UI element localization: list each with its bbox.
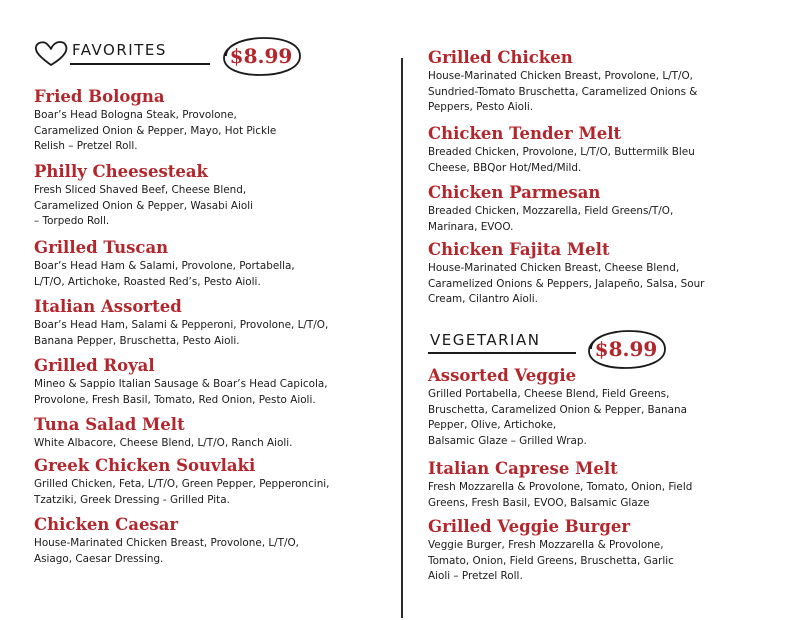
menu-item — [428, 240, 704, 308]
item-name: Grilled Chicken — [428, 48, 573, 67]
menu-item — [34, 456, 329, 508]
favorites-underline — [70, 63, 210, 65]
item-description: Boar’s Head Ham & Salami, Provolone, Portabella, L/T/O, Artichoke, Roasted Red’s, Pesto Aioli. — [34, 260, 295, 288]
menu-item — [428, 48, 697, 116]
vegetarian-price-badge — [583, 327, 669, 371]
item-name: Chicken Fajita Melt — [428, 240, 610, 259]
menu-item — [34, 356, 328, 408]
vegetarian-title: VEGETARIAN — [430, 331, 541, 349]
item-description: Fresh Sliced Shaved Beef, Cheese Blend, Caramelized Onion & Pepper, Wasabi Aioli – Torpedo Roll. — [34, 184, 254, 227]
item-name: Grilled Royal — [34, 356, 155, 375]
item-name: Italian Caprese Melt — [428, 459, 618, 478]
menu-item — [34, 515, 299, 567]
vegetarian-price: $8.99 — [594, 337, 658, 361]
item-name: Chicken Tender Melt — [428, 124, 622, 143]
item-description: Boar’s Head Bologna Steak, Provolone, Caramelized Onion & Pepper, Mayo, Hot Pickle Relish – Pretzel Roll. — [34, 109, 277, 152]
menu-item — [34, 162, 253, 230]
vegetarian-heading — [430, 330, 540, 349]
item-description: White Albacore, Cheese Blend, L/T/O, Ranch Aioli. — [34, 437, 293, 449]
item-name: Chicken Parmesan — [428, 183, 601, 202]
item-name: Tuna Salad Melt — [34, 415, 185, 434]
heart-icon — [34, 41, 68, 71]
item-name: Greek Chicken Souvlaki — [34, 456, 256, 475]
item-name: Grilled Veggie Burger — [428, 517, 631, 536]
item-description: Grilled Portabella, Cheese Blend, Field Greens, Bruschetta, Caramelized Onion & Pepper, Banana Pepper, Olive, Artichoke, Balsamic Glaze – Grilled Wrap. — [428, 388, 687, 447]
item-description: Veggie Burger, Fresh Mozzarella & Provolone, Tomato, Onion, Field Greens, Bruschetta, Garlic Aioli – Pretzel Roll. — [428, 539, 674, 582]
item-name: Philly Cheesesteak — [34, 162, 208, 181]
favorites-price-badge — [218, 34, 304, 78]
item-name: Grilled Tuscan — [34, 238, 169, 257]
vegetarian-underline — [428, 352, 576, 354]
item-description: House-Marinated Chicken Breast, Cheese Blend, Caramelized Onions & Peppers, Jalapeño, Salsa, Sour Cream, Cilantro Aioli. — [428, 262, 705, 305]
menu-item — [428, 366, 687, 449]
menu-item — [34, 238, 295, 290]
menu-item — [34, 297, 328, 349]
menu-item — [428, 183, 673, 235]
menu-item — [34, 87, 276, 155]
favorites-heading — [72, 40, 167, 59]
item-description: Breaded Chicken, Mozzarella, Field Greens/T/O, Marinara, EVOO. — [428, 205, 674, 233]
item-name: Chicken Caesar — [34, 515, 179, 534]
menu-item — [428, 517, 674, 585]
column-divider — [401, 58, 403, 618]
item-description: Breaded Chicken, Provolone, L/T/O, Buttermilk Bleu Cheese, BBQor Hot/Med/Mild. — [428, 146, 695, 174]
menu-item — [428, 124, 695, 176]
item-name: Assorted Veggie — [428, 366, 577, 385]
item-description: House-Marinated Chicken Breast, Provolone, L/T/O, Sundried-Tomato Bruschetta, Caramelized Onions & Peppers, Pesto Aioli. — [428, 70, 698, 113]
favorites-title: FAVORITES — [72, 41, 167, 59]
item-description: House-Marinated Chicken Breast, Provolone, L/T/O, Asiago, Caesar Dressing. — [34, 537, 299, 565]
menu-item — [428, 459, 692, 511]
item-description: Mineo & Sappio Italian Sausage & Boar’s Head Capicola, Provolone, Fresh Basil, Tomato, Red Onion, Pesto Aioli. — [34, 378, 328, 406]
item-description: Boar’s Head Ham, Salami & Pepperoni, Provolone, L/T/O, Banana Pepper, Bruschetta, Pesto Aioli. — [34, 319, 329, 347]
item-name: Fried Bologna — [34, 87, 165, 106]
menu-item — [34, 415, 292, 452]
favorites-price: $8.99 — [229, 44, 293, 68]
item-description: Fresh Mozzarella & Provolone, Tomato, Onion, Field Greens, Fresh Basil, EVOO, Balsamic Glaze — [428, 481, 693, 509]
item-name: Italian Assorted — [34, 297, 182, 316]
item-description: Grilled Chicken, Feta, L/T/O, Green Pepper, Pepperoncini, Tzatziki, Greek Dressing - Grilled Pita. — [34, 478, 330, 506]
